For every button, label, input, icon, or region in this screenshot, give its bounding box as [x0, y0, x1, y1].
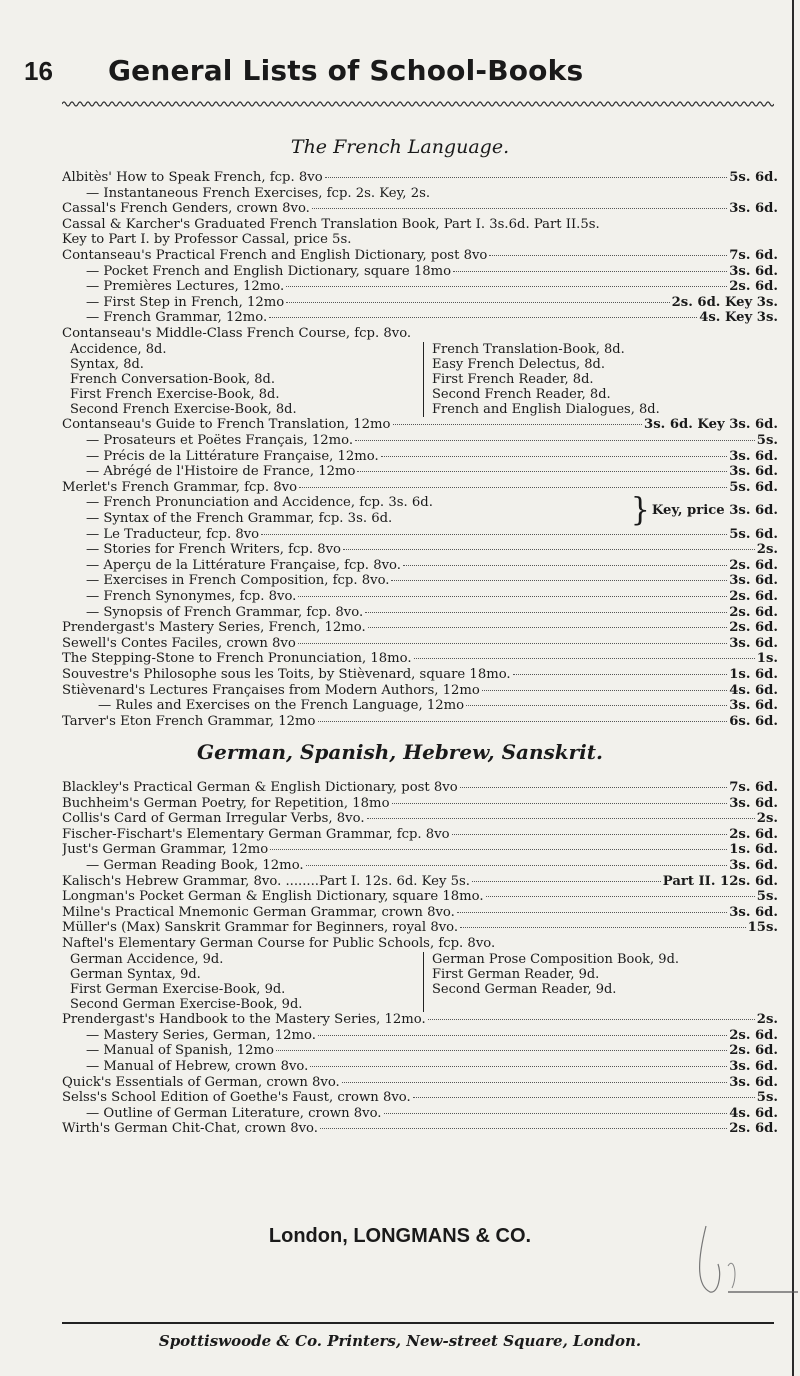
entry-price: 6s. 6d. — [729, 713, 778, 729]
entry-title: Prendergast's Handbook to the Mastery Series, 12mo. — [62, 1012, 426, 1028]
dot-leader — [298, 643, 727, 644]
entry-price: 7s. 6d. — [729, 780, 778, 795]
dot-leader — [270, 849, 727, 850]
dot-leader — [392, 803, 728, 804]
list-item — [62, 1075, 778, 1091]
entry-title: Albitès' How to Speak French, fcp. 8vo — [62, 170, 323, 185]
list-item — [62, 248, 778, 264]
list-item — [62, 636, 778, 652]
entry-title: Milne's Practical Mnemonic German Grammar, crown 8vo. — [62, 904, 455, 920]
course-cell: First German Reader, 9d. — [432, 966, 600, 982]
french-list-a — [62, 170, 778, 342]
course-cell: Second German Exercise-Book, 9d. — [70, 997, 303, 1013]
list-item — [62, 201, 778, 217]
dot-leader — [365, 612, 727, 613]
dot-leader — [276, 1050, 727, 1051]
list-item — [62, 780, 778, 796]
list-item — [62, 605, 778, 621]
list-item — [62, 217, 778, 233]
entry-title: Prendergast's Mastery Series, French, 12mo. — [62, 620, 366, 636]
dot-leader — [466, 705, 727, 706]
course-cell: German Prose Composition Book, 9d. — [432, 951, 680, 967]
course-cell: German Accidence, 9d. — [70, 951, 224, 967]
list-item — [62, 811, 778, 827]
entry-price: 5s. — [756, 889, 778, 905]
entry-price: 2s. 6d. — [729, 557, 778, 573]
dot-leader — [286, 286, 727, 287]
entry-price: 3s. 6d. — [729, 201, 778, 217]
entry-title: Souvestre's Philosophe sous les Toits, by Stièvenard, square 18mo. — [62, 666, 511, 682]
dot-leader — [298, 596, 727, 597]
entry-price: Part II. 12s. 6d. — [662, 873, 778, 889]
entry-price: 2s. 6d. — [729, 604, 778, 620]
list-item — [62, 1106, 778, 1122]
list-item — [62, 573, 778, 589]
course-cell: First German Exercise-Book, 9d. — [70, 981, 286, 997]
entry-title: — Pocket French and English Dictionary, square 18mo — [86, 263, 452, 279]
dot-leader — [393, 424, 643, 425]
entry-price: 3s. 6d. — [729, 448, 778, 464]
entry-title: Key to Part I. by Professor Cassal, price 5s. — [62, 232, 352, 248]
list-item — [62, 232, 778, 248]
pencil-mark-icon — [688, 1206, 798, 1316]
list-item — [62, 1059, 778, 1075]
list-item — [62, 698, 778, 714]
entry-price: 4s. Key 3s. — [699, 310, 778, 326]
entry-title: Naftel's Elementary German Course for Public Schools, fcp. 8vo. — [62, 935, 496, 951]
entry-price: 5s. — [756, 433, 778, 449]
page-header — [0, 52, 800, 92]
list-item — [62, 714, 778, 730]
entry-title: Contanseau's Practical French and English Dictionary, post 8vo — [62, 247, 488, 263]
list-item — [62, 874, 778, 890]
entry-title: — Précis de la Littérature Française, 12mo. — [86, 448, 379, 464]
dot-leader — [403, 565, 727, 566]
list-item — [62, 589, 778, 605]
list-item — [62, 170, 778, 186]
entry-price: 3s. 6d. — [729, 635, 778, 651]
entry-title: — French Grammar, 12mo. — [86, 310, 268, 326]
course-cell: Second French Reader, 8d. — [432, 387, 611, 403]
entry-title: — Instantaneous French Exercises, fcp. 2s. Key, 2s. — [86, 185, 431, 201]
contanseau-course-table — [70, 342, 778, 418]
entry-price: 5s. 6d. — [729, 479, 778, 495]
entry-title: Cassal's French Genders, crown 8vo. — [62, 201, 310, 217]
entry-price: 2s. 6d. — [729, 1043, 778, 1059]
entry-title: — Premières Lectures, 12mo. — [86, 279, 285, 295]
list-item — [62, 480, 778, 496]
entry-title: Longman's Pocket German & English Dictionary, square 18mo. — [62, 889, 484, 905]
dot-leader — [306, 865, 728, 866]
french-list-c — [62, 527, 778, 730]
entry-title: — Mastery Series, German, 12mo. — [86, 1027, 316, 1043]
list-item — [62, 858, 778, 874]
entry-title: Just's German Grammar, 12mo — [62, 842, 269, 858]
page-edge-rule — [792, 0, 794, 1376]
dot-leader — [310, 1066, 727, 1067]
dot-leader — [391, 580, 727, 581]
course-right-column — [424, 342, 778, 418]
list-item — [62, 889, 778, 905]
entry-title: Fischer-Fischart's Elementary German Grammar, fcp. 8vo — [62, 826, 450, 842]
dot-leader — [472, 881, 661, 882]
list-item — [62, 464, 778, 480]
entry-title: — French Synonymes, fcp. 8vo. — [86, 589, 297, 604]
list-item — [62, 620, 778, 636]
list-item: — Syntax of the French Grammar, fcp. 3s. 6d. — [86, 511, 393, 527]
course-left-column — [70, 952, 424, 1013]
entry-price: 3s. 6d. — [729, 795, 778, 811]
list-item — [62, 683, 778, 699]
dot-leader — [286, 302, 669, 303]
entry-price: 2s. 6d. — [729, 826, 778, 842]
entry-title: — Prosateurs et Poëtes Français, 12mo. — [86, 433, 354, 449]
dot-leader — [312, 208, 727, 209]
list-item — [62, 920, 778, 936]
course-cell — [432, 997, 778, 1012]
list-item — [62, 905, 778, 921]
entry-price: 2s. 6d. — [729, 1027, 778, 1043]
entry-price: 1s. 6d. — [729, 842, 778, 858]
list-item — [62, 936, 778, 952]
entry-title: — Aperçu de la Littérature Française, fcp. 8vo. — [86, 557, 401, 573]
entry-title: — Manual of Hebrew, crown 8vo. — [86, 1059, 309, 1075]
merlet-key-price: Key, price 3s. 6d. — [651, 503, 778, 519]
list-item — [62, 295, 778, 311]
dot-leader — [381, 456, 728, 457]
list-item — [62, 651, 778, 667]
dot-leader — [343, 549, 755, 550]
dot-leader — [269, 317, 697, 318]
naftel-course-table — [70, 952, 778, 1013]
dot-leader — [413, 1097, 755, 1098]
dot-leader — [489, 255, 727, 256]
entry-title: — Exercises in French Composition, fcp. 8vo. — [86, 573, 390, 589]
footer-rule — [62, 1322, 774, 1324]
wavy-rule — [62, 100, 774, 108]
course-cell: French Conversation-Book, 8d. — [70, 371, 275, 387]
dot-leader — [482, 690, 727, 691]
list-item — [62, 310, 778, 326]
entry-price: 3s. 6d. Key 3s. 6d. — [644, 417, 778, 433]
entry-title: Blackley's Practical German & English Dictionary, post 8vo — [62, 780, 458, 795]
dot-leader — [318, 721, 728, 722]
entry-price: 3s. 6d. — [729, 464, 778, 480]
entry-price: 3s. 6d. — [729, 698, 778, 714]
dot-leader — [457, 912, 727, 913]
dot-leader — [357, 471, 727, 472]
entry-price: 2s. — [756, 811, 778, 827]
entry-price: 4s. 6d. — [729, 682, 778, 698]
list-item — [62, 842, 778, 858]
french-list-b — [62, 417, 778, 495]
list-item — [62, 527, 778, 543]
dot-leader — [261, 534, 727, 535]
german-list-a — [62, 780, 778, 952]
entry-price: 5s. 6d. — [729, 526, 778, 542]
course-cell: Easy French Delectus, 8d. — [432, 356, 605, 372]
entry-price: 5s. 6d. — [729, 170, 778, 185]
list-item — [62, 186, 778, 202]
entry-title: Contanseau's Guide to French Translation, 12mo — [62, 417, 391, 433]
german-entries — [62, 780, 778, 1137]
list-item — [62, 827, 778, 843]
dot-leader — [428, 1019, 755, 1020]
entry-price: 2s. 6d. — [729, 279, 778, 295]
entry-title: — Synopsis of French Grammar, fcp. 8vo. — [86, 604, 364, 620]
dot-leader — [513, 674, 728, 675]
dot-leader — [320, 1128, 727, 1129]
entry-price: 15s. — [747, 920, 778, 936]
entry-price: 1s. — [756, 651, 778, 667]
entry-price: 2s. — [756, 542, 778, 558]
entry-price: 3s. 6d. — [729, 857, 778, 873]
dot-leader — [318, 1035, 727, 1036]
list-item — [62, 1121, 778, 1137]
course-cell: Syntax, 8d. — [70, 356, 144, 372]
entry-title: Müller's (Max) Sanskrit Grammar for Beginners, royal 8vo. — [62, 920, 459, 936]
entry-price: 3s. 6d. — [729, 904, 778, 920]
entry-title: — Outline of German Literature, crown 8vo. — [86, 1105, 382, 1121]
entry-price: 7s. 6d. — [729, 247, 778, 263]
merlet-brace-group — [62, 492, 778, 529]
course-cell: Second German Reader, 9d. — [432, 981, 617, 997]
list-item — [62, 558, 778, 574]
list-item — [62, 1043, 778, 1059]
list-item — [62, 1012, 778, 1028]
publisher-imprint: London, LONGMANS & CO. — [268, 1225, 532, 1247]
entry-title: — Abrégé de l'Histoire de France, 12mo — [86, 464, 356, 480]
page-number: 16 — [24, 56, 53, 86]
list-item — [62, 667, 778, 683]
list-item — [62, 417, 778, 433]
entry-price: 3s. 6d. — [729, 573, 778, 589]
dot-leader — [453, 271, 727, 272]
entry-title: — Rules and Exercises on the French Language, 12mo — [98, 698, 465, 714]
course-cell: German Syntax, 9d. — [70, 966, 201, 982]
brace-glyph: } — [630, 492, 650, 529]
dot-leader — [414, 658, 755, 659]
course-cell: French and English Dialogues, 8d. — [432, 402, 660, 418]
list-item — [62, 449, 778, 465]
entry-price: 3s. 6d. — [729, 263, 778, 279]
section-heading-french: The French Language. — [290, 136, 510, 158]
dot-leader — [325, 177, 728, 178]
list-item — [62, 542, 778, 558]
dot-leader — [355, 440, 755, 441]
dot-leader — [384, 1113, 728, 1114]
entry-title: Stièvenard's Lectures Françaises from Modern Authors, 12mo — [62, 682, 480, 698]
course-cell: French Translation-Book, 8d. — [432, 341, 625, 357]
entry-title: Buchheim's German Poetry, for Repetition, 18mo — [62, 795, 390, 811]
entry-title: — German Reading Book, 12mo. — [86, 857, 304, 873]
course-cell: Accidence, 8d. — [70, 341, 167, 357]
entry-price: 2s. 6d. Key 3s. — [671, 294, 778, 310]
entry-title: Tarver's Eton French Grammar, 12mo — [62, 713, 316, 729]
course-cell: Second French Exercise-Book, 8d. — [70, 402, 297, 418]
list-item — [62, 1028, 778, 1044]
entry-title: — Le Traducteur, fcp. 8vo — [86, 526, 260, 542]
entry-title: Cassal & Karcher's Graduated French Translation Book, Part I. 3s.6d. Part II.5s. — [62, 216, 600, 232]
merlet-brace-items — [62, 495, 629, 526]
entry-title: Merlet's French Grammar, fcp. 8vo — [62, 479, 298, 495]
entry-title: Selss's School Edition of Goethe's Faust, crown 8vo. — [62, 1090, 411, 1106]
entry-price: 2s. 6d. — [729, 1121, 778, 1137]
entry-price: 3s. 6d. — [729, 1074, 778, 1090]
section-heading-german: German, Spanish, Hebrew, Sanskrit. — [197, 740, 603, 764]
entry-price: 3s. 6d. — [729, 1059, 778, 1075]
course-cell: First French Exercise-Book, 8d. — [70, 387, 280, 403]
dot-leader — [460, 927, 746, 928]
french-entries — [62, 170, 778, 729]
german-list-b — [62, 1012, 778, 1137]
entry-price: 2s. — [756, 1012, 778, 1028]
printer-line: Spottiswoode & Co. Printers, New-street Square, London. — [158, 1332, 642, 1350]
dot-leader — [460, 787, 728, 788]
entry-title: Contanseau's Middle-Class French Course, fcp. 8vo. — [62, 325, 412, 341]
list-item — [62, 796, 778, 812]
running-title: General Lists of School-Books — [108, 54, 584, 87]
entry-price: 2s. 6d. — [729, 589, 778, 604]
dot-leader — [367, 818, 755, 819]
dot-leader — [486, 896, 755, 897]
list-item: — French Pronunciation and Accidence, fcp. 3s. 6d. — [86, 495, 433, 511]
list-item — [62, 433, 778, 449]
dot-leader — [452, 834, 728, 835]
dot-leader — [299, 487, 727, 488]
list-item — [62, 264, 778, 280]
entry-title: The Stepping-Stone to French Pronunciation, 18mo. — [62, 651, 412, 667]
entry-title: Sewell's Contes Faciles, crown 8vo — [62, 635, 296, 651]
entry-price: 1s. 6d. — [729, 666, 778, 682]
entry-title: Kalisch's Hebrew Grammar, 8vo. ........Part I. 12s. 6d. Key 5s. — [62, 873, 470, 889]
entry-price: 2s. 6d. — [729, 620, 778, 636]
course-right-column — [424, 952, 778, 1013]
list-item — [62, 279, 778, 295]
entry-title: — Stories for French Writers, fcp. 8vo — [86, 542, 341, 558]
list-item — [62, 326, 778, 342]
entry-price: 4s. 6d. — [729, 1105, 778, 1121]
dot-leader — [342, 1082, 727, 1083]
entry-title: Wirth's German Chit-Chat, crown 8vo. — [62, 1121, 318, 1137]
entry-title: — Manual of Spanish, 12mo — [86, 1043, 274, 1059]
entry-title: — First Step in French, 12mo — [86, 294, 285, 310]
entry-title: Quick's Essentials of German, crown 8vo. — [62, 1074, 340, 1090]
course-left-column — [70, 342, 424, 418]
entry-price: 5s. — [756, 1090, 778, 1106]
dot-leader — [368, 627, 728, 628]
course-cell: First French Reader, 8d. — [432, 371, 594, 387]
list-item — [62, 1090, 778, 1106]
entry-title: Collis's Card of German Irregular Verbs, 8vo. — [62, 811, 365, 827]
